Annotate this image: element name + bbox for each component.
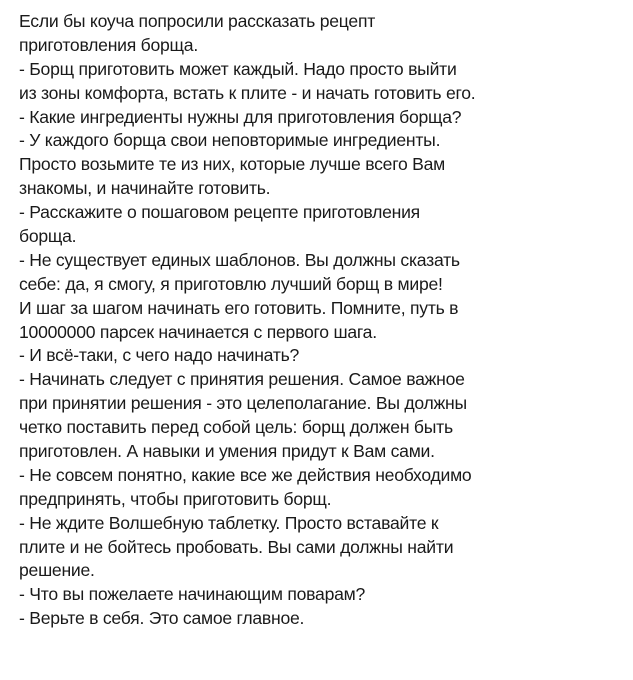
text-line: из зоны комфорта, встать к плите - и начать готовить его. [19,82,476,103]
text-line: - Не существует единых шаблонов. Вы должны сказать [19,249,460,270]
text-line: предпринять, чтобы приготовить борщ. [19,488,332,509]
text-line: 10000000 парсек начинается с первого шага. [19,321,377,342]
text-line: Просто возьмите те из них, которые лучше всего Вам [19,154,446,175]
text-line: при принятии решения - это целеполагание. Вы должны [19,393,467,414]
text-line: - Борщ приготовить может каждый. Надо просто выйти [19,58,457,79]
text-line: четко поставить перед собой цель: борщ должен быть [19,417,453,438]
text-line: - Какие ингредиенты нужны для приготовления борща? [19,106,462,127]
text-line: - Расскажите о пошаговом рецепте приготовления [19,202,420,223]
text-line: - Начинать следует с принятия решения. Самое важное [19,369,465,390]
text-line: - Не совсем понятно, какие все же действия необходимо [19,464,472,485]
text-line: - У каждого борща свои неповторимые ингредиенты. [19,130,441,151]
text-line: себе: да, я смогу, я приготовлю лучший борщ в мире! [19,273,443,294]
text-line: - Не ждите Волшебную таблетку. Просто вставайте к [19,512,439,533]
text-line: - И всё-таки, с чего надо начинать? [19,345,300,366]
joke-text [19,10,625,631]
text-line: - Верьте в себя. Это самое главное. [19,608,305,629]
text-line: приготовлен. А навыки и умения придут к Вам сами. [19,441,435,462]
text-line: - Что вы пожелаете начинающим поварам? [19,584,366,605]
text-line: знакомы, и начинайте готовить. [19,178,271,199]
text-line: И шаг за шагом начинать его готовить. Помните, путь в [19,297,459,318]
text-line: приготовления борща. [19,34,198,55]
text-line: решение. [19,560,95,581]
text-line: плите и не бойтесь пробовать. Вы сами должны найти [19,536,454,557]
text-line: борща. [19,226,77,247]
text-line: Если бы коуча попросили рассказать рецепт [19,11,376,31]
